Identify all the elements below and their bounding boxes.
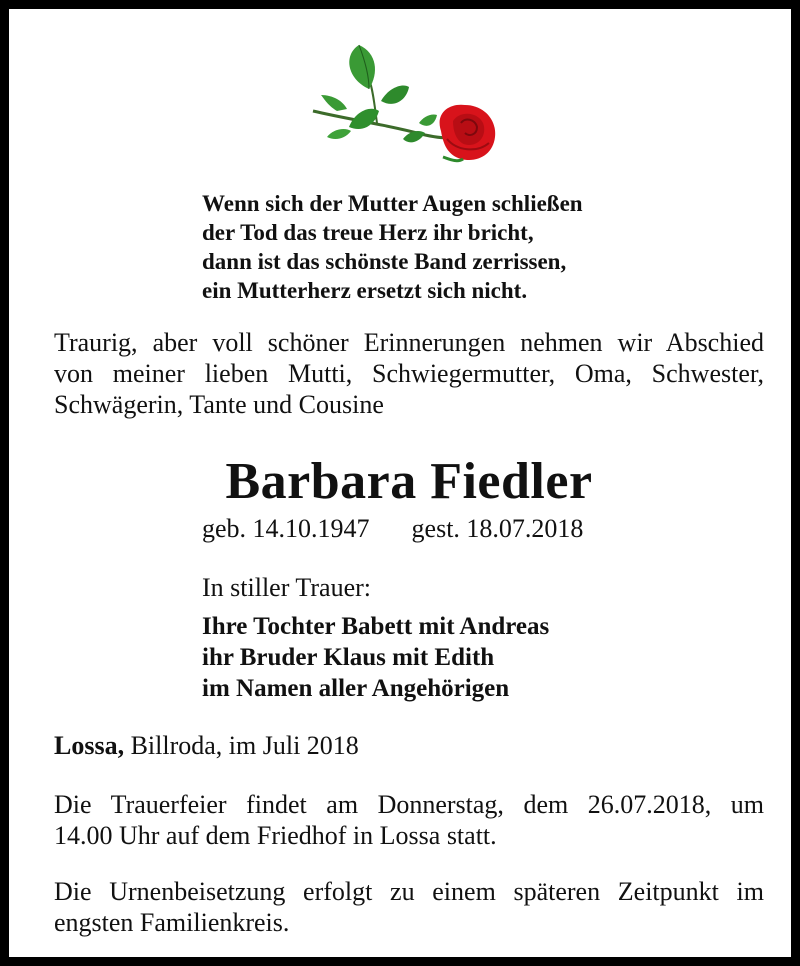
deceased-name: Barbara Fiedler xyxy=(225,453,593,510)
ceremony-line: Die Trauerfeier findet am Donnerstag, dem 26.07.2018, um xyxy=(54,790,764,819)
poem xyxy=(202,189,583,305)
ceremony-notice xyxy=(54,789,764,851)
intro-line: Traurig, aber voll schöner Erinnerungen nehmen wir Abschied xyxy=(54,328,764,357)
red-rose-icon xyxy=(307,39,507,169)
poem-line: der Tod das treue Herz ihr bricht, xyxy=(202,220,534,245)
mourner-line: ihr Bruder Klaus mit Edith xyxy=(202,644,495,671)
urn-line: Die Urnenbeisetzung erfolgt zu einem späteren Zeitpunkt im xyxy=(54,877,764,906)
mourners-list xyxy=(202,611,549,704)
urn-line: engsten Familienkreis. xyxy=(54,908,290,937)
place-rest: Billroda, im Juli 2018 xyxy=(124,731,359,760)
intro-line: von meiner lieben Mutti, Schwiegermutter, Oma, Schwester, xyxy=(54,359,764,388)
mourning-label: In stiller Trauer: xyxy=(202,573,371,602)
life-dates xyxy=(202,512,583,546)
place-date xyxy=(54,729,359,763)
mourner-line: im Namen aller Angehörigen xyxy=(202,675,510,702)
death-date: gest. 18.07.2018 xyxy=(411,514,584,543)
birth-date: geb. 14.10.1947 xyxy=(202,514,370,543)
poem-line: dann ist das schönste Band zerrissen, xyxy=(202,249,567,274)
place-town: Lossa, xyxy=(54,731,125,760)
poem-line: ein Mutterherz ersetzt sich nicht. xyxy=(202,278,528,303)
urn-notice xyxy=(54,876,764,938)
ceremony-line: 14.00 Uhr auf dem Friedhof in Lossa statt. xyxy=(54,821,497,850)
intro-line: Schwägerin, Tante und Cousine xyxy=(54,390,384,419)
poem-line: Wenn sich der Mutter Augen schließen xyxy=(202,191,583,216)
mourner-line: Ihre Tochter Babett mit Andreas xyxy=(202,613,550,640)
intro-text xyxy=(54,327,764,420)
